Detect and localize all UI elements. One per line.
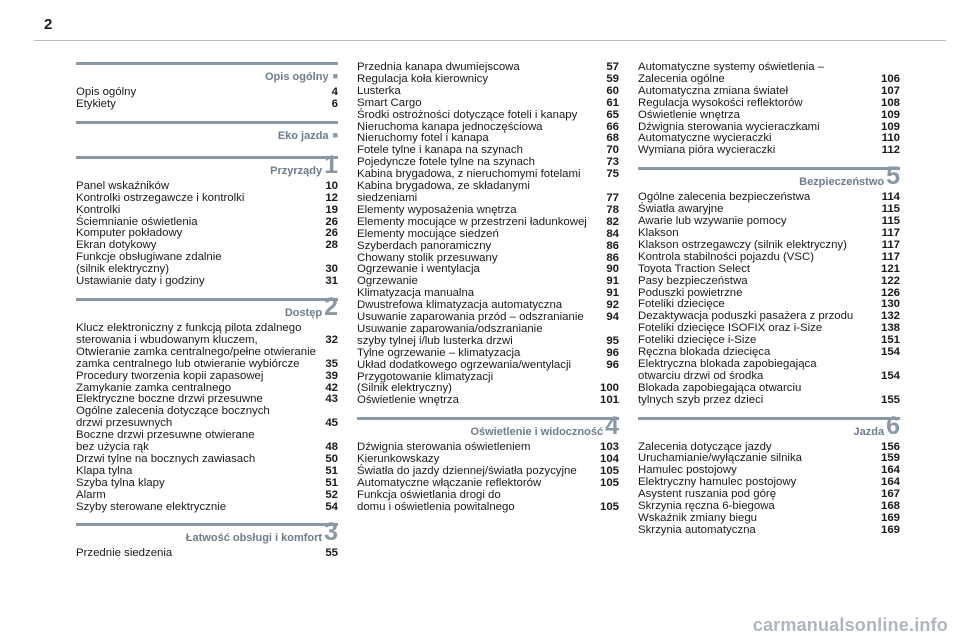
- toc-entry-title: Kabina brygadowa, ze składanymi siedzeniami: [357, 180, 530, 204]
- toc-entry-page: 106: [880, 72, 900, 85]
- section-bullet-icon: ■: [332, 71, 338, 81]
- toc-entry-page: 132: [880, 310, 900, 323]
- toc-section: [357, 62, 619, 407]
- toc-section: [638, 162, 900, 406]
- toc-entry[interactable]: [357, 229, 619, 241]
- toc-entry-title: Nieruchoma kanapa jednoczęściowa: [357, 120, 543, 133]
- section-header: [638, 162, 900, 192]
- toc-entry-page: 96: [606, 346, 619, 359]
- toc-entry[interactable]: [357, 360, 619, 372]
- toc-entry-title: Procedury tworzenia kopii zapasowej: [76, 369, 264, 382]
- section-header: [638, 411, 900, 442]
- toc-entry-page: 70: [606, 144, 619, 157]
- toc-section: [76, 292, 338, 514]
- toc-entry-page: 86: [606, 251, 619, 264]
- toc-entry-page: 169: [880, 523, 900, 536]
- toc-entry-page: 90: [606, 263, 619, 276]
- toc-entry[interactable]: [357, 372, 619, 396]
- section-number: 1: [324, 150, 338, 179]
- section-title: Bezpieczeństwo: [799, 176, 885, 189]
- toc-entry-page: 94: [606, 311, 619, 324]
- toc-entry-page: 39: [325, 369, 338, 382]
- toc-entry-page: 42: [325, 381, 338, 394]
- toc-section: [76, 518, 338, 560]
- section-title: Eko jazda: [277, 129, 329, 142]
- toc-entry[interactable]: [638, 252, 900, 264]
- toc-entry[interactable]: [638, 86, 900, 98]
- toc-entry-title: Elementy mocujące siedzeń: [357, 227, 499, 240]
- toc-entry-title: Awarie lub wzywanie pomocy: [638, 215, 787, 228]
- toc-entry-page: 95: [606, 334, 619, 347]
- toc-entry-title: Światła awaryjne: [638, 203, 724, 216]
- toc-entry-title: Szyberdach panoramiczny: [357, 239, 492, 252]
- toc-entry-page: 61: [606, 96, 619, 109]
- toc-entry-title: Oświetlenie wnętrza: [638, 108, 740, 121]
- toc-entry-page: 78: [606, 203, 619, 216]
- toc-entry-title: Elektryczne boczne drzwi przesuwne: [76, 393, 263, 406]
- toc-entry[interactable]: [76, 478, 338, 490]
- section-title: Jazda: [853, 425, 885, 438]
- toc-entry-page: 86: [606, 239, 619, 252]
- toc-entry-title: Przednie siedzenia: [76, 547, 173, 560]
- toc-entry-page: 169: [880, 512, 900, 524]
- toc-entry[interactable]: [638, 359, 900, 383]
- toc-entry-title: Ogrzewanie: [357, 275, 418, 288]
- section-title: Łatwość obsługi i komfort: [185, 532, 323, 545]
- toc-entry-title: Elektryczny hamulec postojowy: [638, 476, 797, 489]
- toc-entry[interactable]: [357, 348, 619, 360]
- toc-entry-title: Ściemnianie oświetlenia: [76, 215, 198, 228]
- toc-entry-title: Foteliki dziecięce ISOFIX oraz i-Size: [638, 322, 823, 335]
- toc-entry-page: 105: [599, 465, 619, 478]
- watermark: carmanualsonline.info: [752, 615, 948, 635]
- toc-entry-page: 121: [880, 262, 900, 275]
- toc-entry-title: Elementy mocujące w przestrzeni ładunkowej: [357, 215, 587, 228]
- toc-entry-title: Szyby sterowane elektrycznie: [76, 500, 227, 513]
- toc-entry[interactable]: [76, 323, 338, 347]
- toc-entry-title: Foteliki dziecięce: [638, 298, 725, 311]
- toc-entry-page: 4: [331, 86, 338, 98]
- toc-entry-page: 114: [881, 191, 900, 204]
- section-header: [76, 518, 338, 548]
- toc-entry-title: Tylne ogrzewanie – klimatyzacja: [357, 346, 521, 359]
- toc-entry-title: Usuwanie zaparowania/odszranianie szyby tylnej i/lub lusterka drzwi: [357, 322, 543, 347]
- toc-entry-title: Skrzynia ręczna 6-biegowa: [638, 500, 775, 513]
- toc-section: [357, 412, 619, 513]
- toc-entry[interactable]: [76, 548, 338, 560]
- section-number: 2: [324, 292, 338, 321]
- toc-entry[interactable]: [638, 240, 900, 252]
- toc-entry-title: Pojedyncze fotele tylne na szynach: [357, 156, 535, 169]
- toc-entry-page: 57: [606, 61, 619, 73]
- toc-entry-title: Lusterka: [357, 84, 401, 97]
- toc-entry-page: 104: [599, 453, 619, 466]
- toc-entry-page: 54: [325, 500, 338, 513]
- toc-entry-page: 28: [325, 239, 338, 252]
- toc-entry-title: Toyota Traction Select: [638, 262, 751, 275]
- toc-entry-page: 43: [325, 393, 338, 406]
- toc-entry-title: Światła do jazdy dziennej/światła pozycyjne: [357, 465, 577, 478]
- section-number: 3: [324, 518, 338, 547]
- section-bullet-icon: ■: [332, 129, 338, 140]
- toc-entry-page: 52: [325, 488, 338, 501]
- toc-entry-title: Funkcje obsługiwane zdalnie (silnik elektryczny): [76, 251, 222, 276]
- toc-entry-title: Uruchamianie/wyłączanie silnika: [638, 452, 802, 465]
- toc-entry-title: Ogólne zalecenia dotyczące bocznych drzwi przesuwnych: [76, 405, 270, 430]
- toc-entry-page: 154: [880, 369, 900, 382]
- toc-entry-page: 77: [606, 191, 619, 204]
- toc-entry-title: Automatyczne włączanie reflektorów: [357, 477, 542, 489]
- toc-entry-title: Kierunkowskazy: [357, 453, 440, 466]
- toc-entry-title: Regulacja wysokości reflektorów: [638, 96, 803, 109]
- section-header: [76, 292, 338, 323]
- toc-entry-page: 164: [880, 464, 900, 477]
- toc-entry-title: Klucz elektroniczny z funkcją pilota zdalnego sterowania i wbudowanym kluczem,: [76, 321, 302, 346]
- toc-entry-title: Kontrola stabilności pojazdu (VSC): [638, 250, 815, 263]
- toc-entry-title: Foteliki dziecięce i-Size: [638, 334, 757, 347]
- toc-entry[interactable]: [76, 347, 338, 371]
- toc-entry-title: Ogrzewanie i wentylacja: [357, 263, 480, 276]
- toc-entry-page: 12: [325, 191, 338, 204]
- toc-entry-page: 112: [881, 144, 900, 157]
- section-number: 6: [886, 411, 900, 440]
- toc-entry-page: 154: [880, 346, 900, 359]
- toc-entry-title: Kontrolki ostrzegawcze i kontrolki: [76, 191, 245, 204]
- toc-entry[interactable]: [638, 110, 900, 122]
- toc-entry-title: Ekran dotykowy: [76, 239, 157, 252]
- toc-entry[interactable]: [76, 193, 338, 205]
- toc-entry-title: Hamulec postojowy: [638, 464, 737, 477]
- toc-entry[interactable]: [638, 62, 900, 86]
- toc-entry-title: Nieruchomy fotel i kanapa: [357, 132, 489, 145]
- toc-section: [76, 150, 338, 288]
- toc-entry-page: 122: [880, 274, 900, 287]
- section-number: 4: [605, 412, 619, 441]
- toc-entry[interactable]: [638, 98, 900, 110]
- toc-entry-title: Zamykanie zamka centralnego: [76, 381, 232, 394]
- toc-entry-page: 109: [880, 120, 900, 133]
- toc-entry[interactable]: [76, 502, 338, 514]
- toc-entry-page: 151: [880, 334, 900, 347]
- section-header: [76, 150, 338, 181]
- toc-entry-title: Etykiety: [76, 97, 116, 110]
- toc-entry-page: 35: [325, 357, 338, 370]
- toc-entry-title: Funkcja oświetlania drogi do domu i oświetlenia powitalnego: [357, 488, 515, 513]
- toc-entry-page: 126: [880, 286, 900, 299]
- toc-entry-title: Asystent ruszania pod górę: [638, 488, 777, 501]
- toc-entry[interactable]: [357, 181, 619, 205]
- toc-entry[interactable]: [638, 383, 900, 407]
- toc-entry-title: Regulacja koła kierownicy: [357, 72, 489, 85]
- toc-entry-title: Drzwi tylne na bocznych zawiasach: [76, 452, 256, 465]
- toc-entry[interactable]: [638, 264, 900, 276]
- toc-entry-title: Szyba tylna klapy: [76, 476, 165, 489]
- toc-entry-title: Skrzynia automatyczna: [638, 523, 756, 536]
- toc-entry-title: Automatyczne systemy oświetlenia – Zalecenia ogólne: [638, 61, 825, 85]
- toc-entry-title: Poduszki powietrzne: [638, 286, 743, 299]
- toc-entry-title: Elementy wyposażenia wnętrza: [357, 203, 517, 216]
- toc-entry-page: 92: [606, 299, 619, 312]
- toc-entry-title: Dezaktywacja poduszki pasażera z przodu: [638, 310, 854, 323]
- toc-entry-page: 156: [880, 440, 900, 453]
- toc-entry[interactable]: [357, 205, 619, 217]
- toc-entry-page: 115: [881, 215, 900, 228]
- toc-entry-page: 65: [606, 108, 619, 121]
- toc-entry[interactable]: [76, 406, 338, 430]
- toc-entry[interactable]: [76, 276, 338, 288]
- toc-entry-title: Klakson: [638, 226, 679, 239]
- toc-entry-page: 96: [606, 358, 619, 371]
- toc-entry-title: Przygotowanie klimatyzacji (Silnik elektryczny): [357, 370, 494, 395]
- toc-entry-title: Alarm: [76, 488, 106, 501]
- section-number: 5: [886, 162, 900, 191]
- toc-entry-page: 107: [880, 84, 900, 97]
- toc-column-2: [357, 62, 619, 518]
- toc-entry-page: 105: [599, 477, 619, 489]
- toc-entry[interactable]: [638, 145, 900, 157]
- toc-section: [76, 62, 338, 111]
- toc-entry-page: 100: [599, 382, 619, 395]
- toc-entry-page: 164: [880, 476, 900, 489]
- toc-entry[interactable]: [638, 525, 900, 537]
- toc-entry-title: Pasy bezpieczeństwa: [638, 274, 748, 287]
- toc-entry-page: 75: [606, 168, 619, 181]
- toc-entry-page: 60: [606, 84, 619, 97]
- section-title: Dostęp: [284, 306, 323, 319]
- toc-entry-title: Wskaźnik zmiany biegu: [638, 512, 758, 524]
- toc-entry-page: 32: [325, 333, 338, 346]
- toc-entry-page: 91: [606, 287, 619, 300]
- toc-entry-title: Panel wskaźników: [76, 179, 170, 192]
- toc-entry-page: 159: [880, 452, 900, 465]
- toc-entry-page: 105: [599, 500, 619, 513]
- toc-entry-title: Automatyczne wycieraczki: [638, 132, 772, 145]
- toc-entry[interactable]: [76, 490, 338, 502]
- toc-entry-title: Układ dodatkowego ogrzewania/wentylacji: [357, 358, 572, 371]
- toc-section: [638, 62, 900, 157]
- toc-entry-page: 109: [880, 108, 900, 121]
- toc-entry-page: 110: [881, 132, 900, 145]
- toc-entry-title: Blokada zapobiegająca otwarciu tylnych szyb przez dzieci: [638, 381, 802, 406]
- page-number: 2: [44, 16, 53, 33]
- toc-entry-page: 117: [881, 226, 900, 239]
- toc-entry-page: 103: [599, 441, 619, 454]
- toc-entry[interactable]: [357, 490, 619, 514]
- toc-entry-title: Środki ostrożności dotyczące foteli i kanapy: [357, 108, 578, 121]
- toc-entry-title: Klakson ostrzegawczy (silnik elektryczny): [638, 238, 847, 251]
- toc-entry-page: 91: [606, 275, 619, 288]
- toc-entry-title: Kabina brygadowa, z nieruchomymi fotelami: [357, 168, 581, 181]
- toc-entry-title: Ustawianie daty i godziny: [76, 275, 205, 288]
- toc-entry-title: Fotele tylne i kanapa na szynach: [357, 144, 523, 157]
- toc-entry-page: 82: [606, 215, 619, 228]
- toc-entry-title: Komputer pokładowy: [76, 227, 183, 240]
- toc-entry-title: Wymiana pióra wycieraczki: [638, 144, 776, 157]
- toc-entry[interactable]: [76, 252, 338, 276]
- toc-entry-page: 19: [325, 203, 338, 216]
- toc-section: [638, 411, 900, 537]
- toc-entry-title: Opis ogólny: [76, 86, 137, 98]
- toc-column-1: [76, 62, 338, 564]
- toc-entry-page: 48: [325, 441, 338, 454]
- toc-entry[interactable]: [357, 217, 619, 229]
- toc-entry-page: 31: [325, 275, 338, 288]
- toc-entry-title: Kontrolki: [76, 203, 121, 216]
- toc-entry-title: Dwustrefowa klimatyzacja automatyczna: [357, 299, 563, 312]
- toc-entry-title: Automatyczna zmiana świateł: [638, 84, 789, 97]
- toc-entry[interactable]: [357, 98, 619, 110]
- toc-entry[interactable]: [76, 181, 338, 193]
- toc-entry-page: 115: [881, 203, 900, 216]
- toc-entry-title: Przednia kanapa dwumiejscowa: [357, 61, 520, 73]
- toc-entry[interactable]: [76, 205, 338, 217]
- toc-entry-page: 84: [606, 227, 619, 240]
- toc-column-3: [638, 62, 900, 541]
- toc-entry-page: 168: [880, 500, 900, 513]
- toc-entry[interactable]: [357, 241, 619, 253]
- toc-entry-page: 66: [606, 120, 619, 133]
- section-header: [357, 412, 619, 442]
- section-header: [76, 62, 338, 87]
- toc-entry-page: 30: [325, 263, 338, 276]
- toc-entry-title: Klimatyzacja manualna: [357, 287, 475, 300]
- toc-entry-title: Ręczna blokada dziecięca: [638, 346, 771, 359]
- toc-entry-page: 10: [325, 179, 338, 192]
- toc-entry-title: Dźwignia sterowania wycieraczkami: [638, 120, 820, 133]
- toc-entry[interactable]: [357, 324, 619, 348]
- toc-entry-page: 55: [325, 547, 338, 560]
- toc-entry-page: 51: [325, 464, 338, 477]
- section-title: Opis ogólny: [265, 71, 329, 83]
- toc-entry[interactable]: [76, 371, 338, 383]
- toc-entry-title: Otwieranie zamka centralnego/pełne otwieranie zamka centralnego lub otwieranie wybiórcze: [76, 345, 316, 370]
- toc-entry-title: Ogólne zalecenia bezpieczeństwa: [638, 191, 811, 204]
- toc-entry[interactable]: [357, 110, 619, 122]
- toc-entry-title: Elektryczna blokada zapobiegająca otwarciu drzwi od środka: [638, 357, 817, 382]
- toc-entry-title: Boczne drzwi przesuwne otwierane bez użycia rąk: [76, 429, 255, 454]
- section-header: [76, 121, 338, 146]
- toc-entry[interactable]: [638, 276, 900, 288]
- header-divider: [34, 40, 946, 41]
- toc-entry-title: Dźwignia sterowania oświetleniem: [357, 441, 531, 454]
- toc-section: [76, 121, 338, 146]
- toc-entry-page: 130: [880, 298, 900, 311]
- toc-entry-title: Chowany stolik przesuwany: [357, 251, 498, 264]
- toc-entry-page: 167: [880, 488, 900, 501]
- toc-entry-page: 138: [880, 322, 900, 335]
- toc-entry-page: 101: [599, 394, 619, 407]
- toc-entry-page: 59: [606, 72, 619, 85]
- section-title: Przyrządy: [270, 164, 323, 177]
- toc-entry[interactable]: [357, 395, 619, 407]
- toc-entry-page: 68: [606, 132, 619, 145]
- toc-entry-title: Zalecenia dotyczące jazdy: [638, 440, 772, 453]
- toc-entry[interactable]: [357, 86, 619, 98]
- toc-entry-page: 26: [325, 215, 338, 228]
- toc-entry-title: Smart Cargo: [357, 96, 422, 109]
- toc-entry[interactable]: [76, 430, 338, 454]
- toc-entry-page: 45: [325, 417, 338, 430]
- toc-entry-page: 26: [325, 227, 338, 240]
- toc-entry-page: 50: [325, 452, 338, 465]
- toc-entry-page: 73: [606, 156, 619, 169]
- toc-entry-page: 108: [880, 96, 900, 109]
- toc-entry-page: 117: [881, 238, 900, 251]
- toc-entry-page: 117: [881, 250, 900, 263]
- toc-entry-page: 51: [325, 476, 338, 489]
- toc-entry-title: Usuwanie zaparowania przód – odszranianie: [357, 311, 584, 324]
- toc-entry-page: 6: [331, 97, 338, 110]
- toc-entry-page: 155: [880, 393, 900, 406]
- toc-entry-title: Oświetlenie wnętrza: [357, 394, 459, 407]
- toc-entry[interactable]: [76, 99, 338, 111]
- toc-entry[interactable]: [76, 466, 338, 478]
- section-title: Oświetlenie i widoczność: [470, 426, 604, 439]
- toc-entry-title: Klapa tylna: [76, 464, 133, 477]
